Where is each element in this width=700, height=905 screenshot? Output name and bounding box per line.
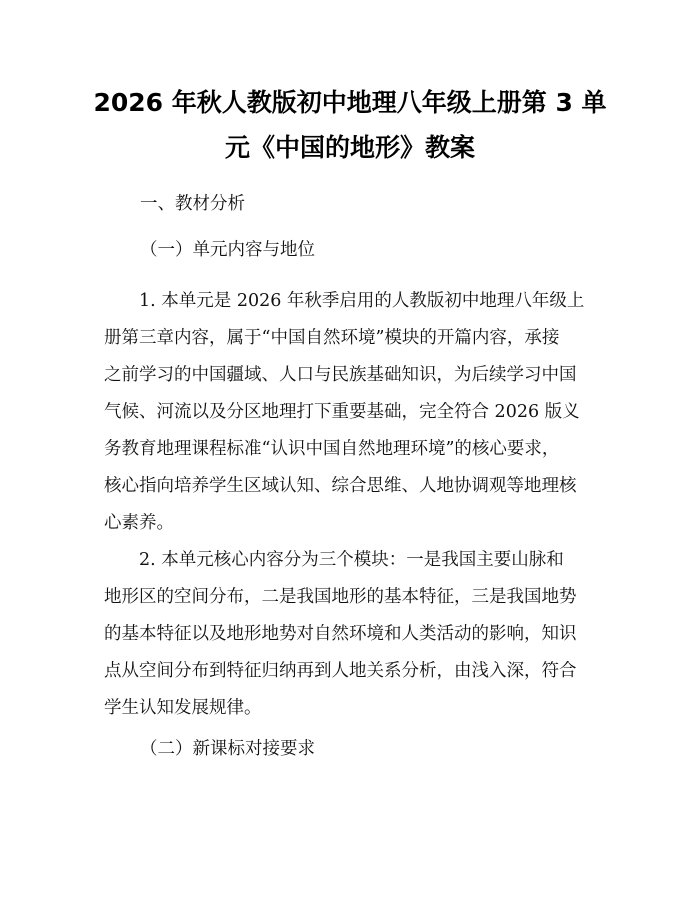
section-heading-textbook-analysis: 一、教材分析 <box>140 194 245 214</box>
paragraph-line: 点从空间分布到特征归纳再到人地关系分析，由浅入深，符合 <box>104 661 577 681</box>
subsection-heading-unit-content: （一）单元内容与地位 <box>140 240 315 260</box>
paragraph-line: 核心指向培养学生区域认知、综合思维、人地协调观等地理核 <box>104 476 577 496</box>
paragraph-core-content <box>104 542 624 727</box>
paragraph-unit-position <box>104 283 624 542</box>
paragraph-line: 心素养。 <box>104 513 174 533</box>
subsection-heading-curriculum-requirements: （二）新课标对接要求 <box>140 739 315 759</box>
paragraph-line: 2. 本单元核心内容分为三个模块：一是我国主要山脉和 <box>139 550 564 570</box>
paragraph-line: 学生认知发展规律。 <box>104 698 262 718</box>
paragraph-line: 地形区的空间分布，二是我国地形的基本特征，三是我国地势 <box>104 587 577 607</box>
paragraph-line: 气候、河流以及分区地理打下重要基础，完全符合 2026 版义 <box>104 402 580 422</box>
document-title-line-2: 元《中国的地形》教案 <box>224 133 475 162</box>
paragraph-line: 册第三章内容，属于“中国自然环境”模块的开篇内容，承接 <box>104 328 560 348</box>
document-title-line-1: 2026 年秋人教版初中地理八年级上册第 3 单 <box>93 88 607 117</box>
paragraph-line: 之前学习的中国疆域、人口与民族基础知识，为后续学习中国 <box>104 365 577 385</box>
paragraph-line: 1. 本单元是 2026 年秋季启用的人教版初中地理八年级上 <box>139 291 585 311</box>
paragraph-line: 的基本特征以及地形地势对自然环境和人类活动的影响，知识 <box>104 624 577 644</box>
paragraph-line: 务教育地理课程标准“认识中国自然地理环境”的核心要求， <box>104 439 560 459</box>
